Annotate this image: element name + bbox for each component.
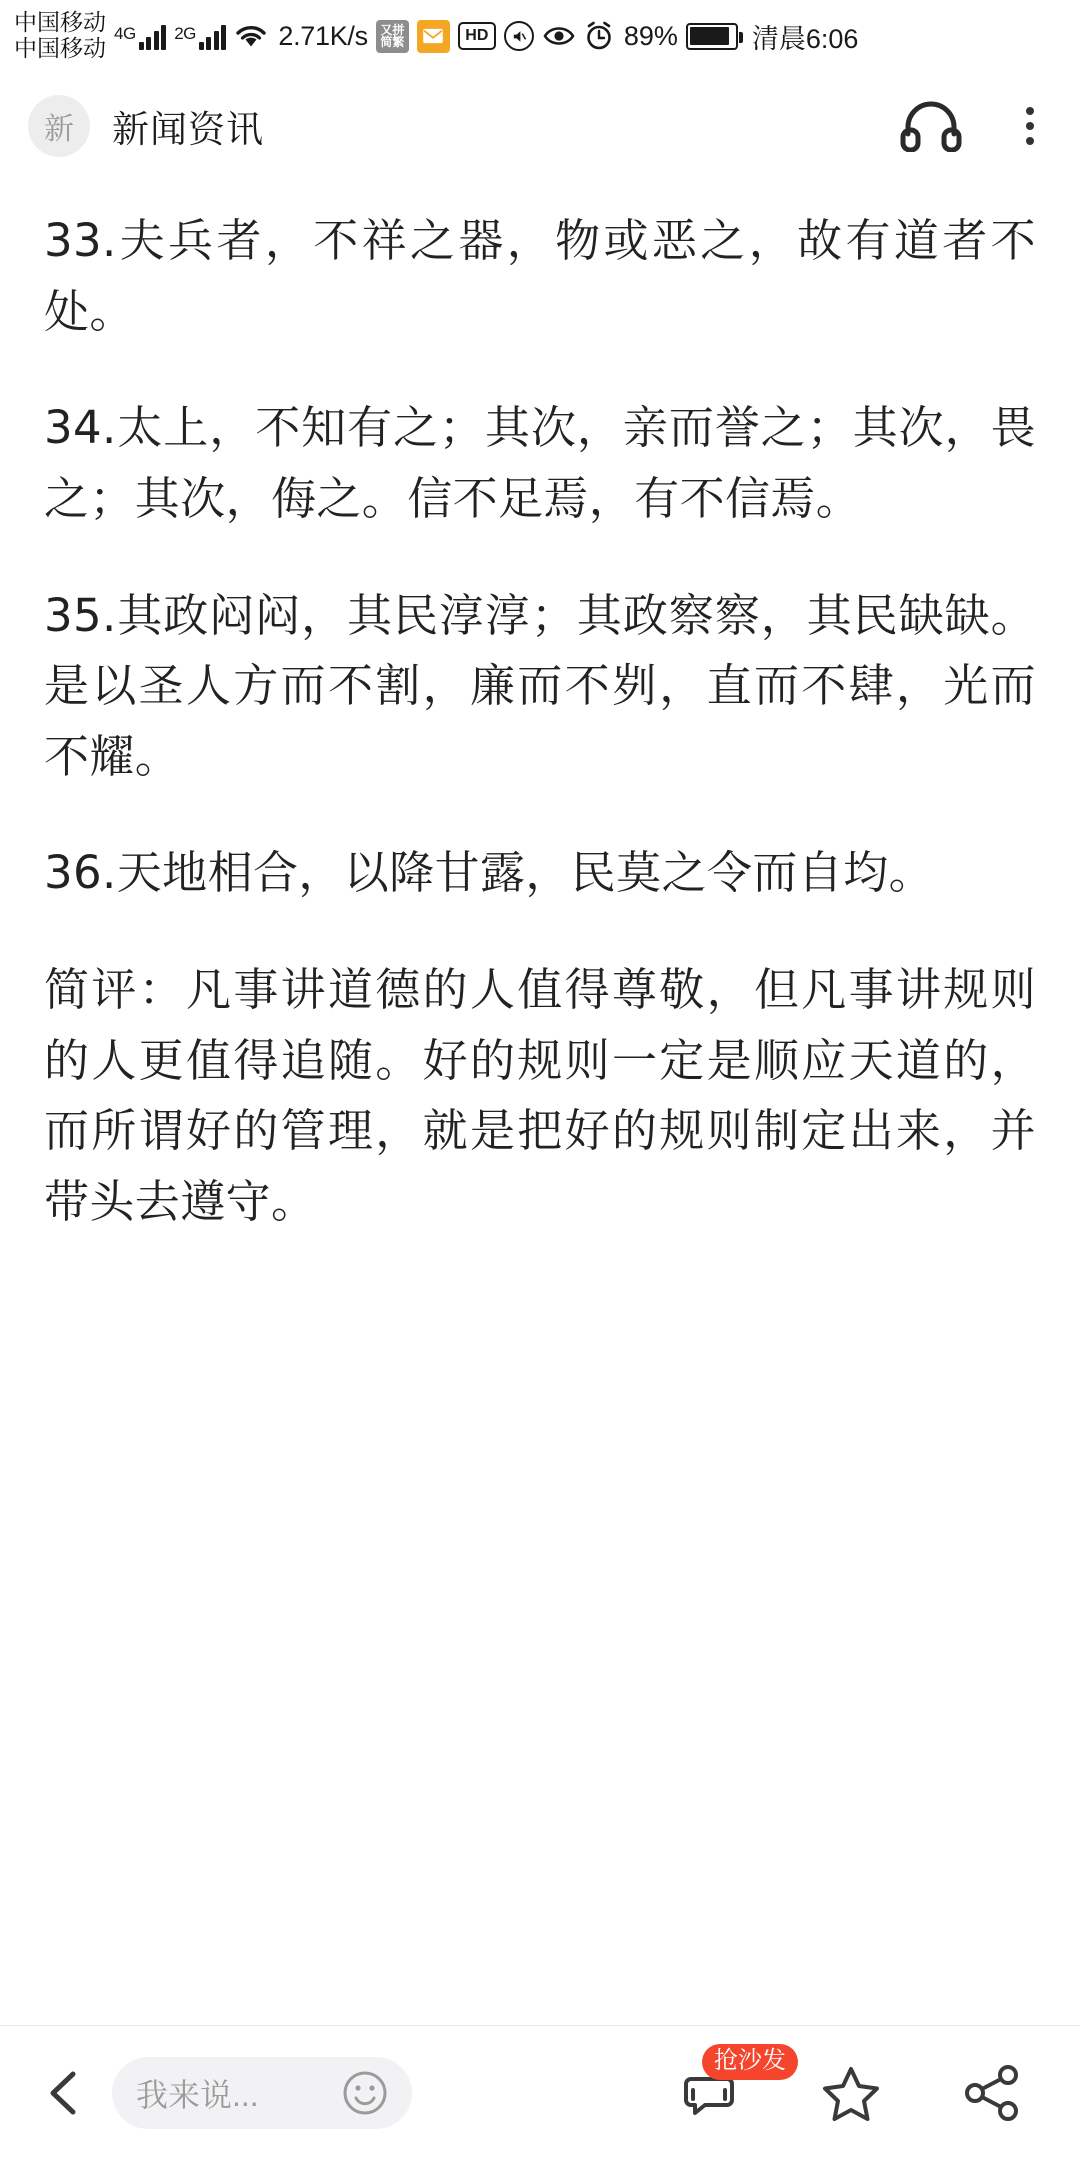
comment-badge: 抢沙发: [702, 2044, 798, 2080]
bottom-bar-icons: [676, 2047, 1044, 2126]
mute-icon: [504, 21, 534, 51]
status-bar-clock: 清晨6:06: [751, 23, 859, 54]
bottom-action-bar: [0, 2025, 1080, 2160]
network-type-2: 2G: [174, 24, 196, 43]
carrier-labels: [14, 10, 106, 62]
network-type-1: 4G: [114, 24, 136, 43]
mail-icon: [417, 20, 450, 53]
eye-protect-icon: [542, 21, 576, 51]
headphone-icon[interactable]: [900, 100, 962, 152]
more-options-icon[interactable]: [1008, 100, 1052, 152]
article-commentary: 简评：凡事讲道德的人值得尊敬，但凡事讲规则的人更值得追随。好的规则一定是顺应天道的，而所谓好的管理，就是把好的规则制定出来，并带头去遵守。: [44, 963, 1036, 1229]
app-header: [0, 72, 1080, 180]
signal-bars-icon-2: [199, 22, 227, 50]
article-paragraph: 34.太上，不知有之；其次，亲而誉之；其次，畏之；其次，侮之。信不足焉，有不信焉。: [44, 401, 1036, 525]
battery-percent: 89%: [623, 20, 678, 51]
input-method-icon: 又拼 简繁: [376, 20, 409, 53]
signal-1: [114, 22, 166, 50]
signal-bars-icon-1: [139, 22, 167, 50]
carrier-label-1: 中国移动: [14, 9, 106, 36]
back-chevron-icon[interactable]: [36, 2064, 94, 2122]
article-paragraph: 35.其政闷闷，其民淳淳；其政察察，其民缺缺。是以圣人方而不割，廉而不刿，直而不肆，光而不耀。: [44, 588, 1036, 783]
battery-icon: [686, 23, 738, 50]
article-paragraph: 33.夫兵者，不祥之器，物或恶之，故有道者不处。: [44, 214, 1036, 338]
comment-button[interactable]: [676, 2047, 786, 2126]
smiley-icon[interactable]: [342, 2070, 388, 2116]
hd-icon: HD: [458, 22, 496, 50]
network-speed: 2.71K/s: [278, 20, 368, 51]
status-bar: [0, 0, 1080, 72]
share-button[interactable]: [960, 2060, 1026, 2126]
comment-input[interactable]: [112, 2057, 412, 2129]
app-logo: 新: [28, 95, 90, 157]
wifi-icon: [234, 22, 268, 50]
page-title: 新闻资讯: [112, 109, 264, 150]
favorite-button[interactable]: [818, 2060, 884, 2126]
comment-placeholder: 我来说...: [136, 2077, 259, 2113]
alarm-icon: [584, 21, 614, 51]
app-header-actions: [900, 100, 1052, 152]
article-content: [0, 180, 1080, 2025]
article-paragraph: 36.天地相合，以降甘露，民莫之令而自均。: [44, 846, 934, 900]
signal-2: [174, 22, 226, 50]
carrier-label-2: 中国移动: [14, 35, 106, 61]
